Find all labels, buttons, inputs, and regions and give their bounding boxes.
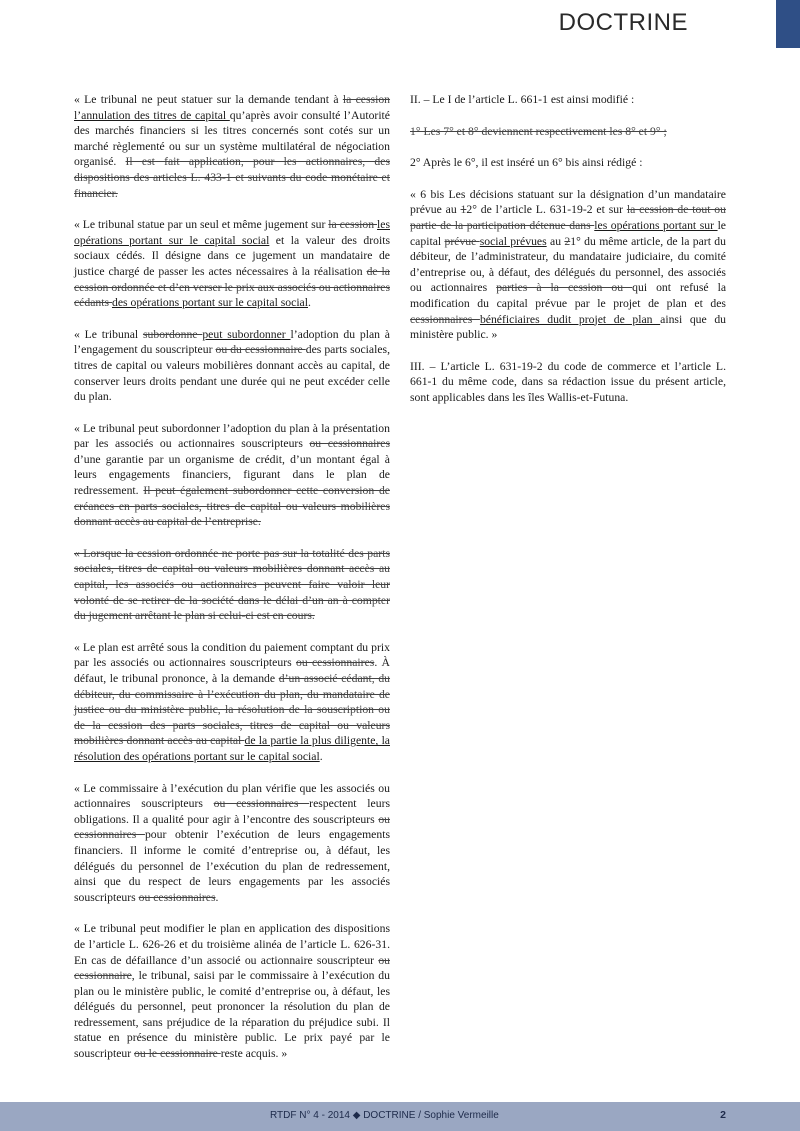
deleted-text: ou cessionnaires <box>295 656 375 670</box>
body-text: le capital <box>410 218 726 248</box>
right-paragraph <box>410 124 726 140</box>
body-text: « Le tribunal <box>74 327 143 341</box>
body-text: . À défaut, le tribunal prononce, à la demande <box>74 656 390 685</box>
journal-section-title: DOCTRINE <box>558 9 688 36</box>
deleted-text: ou cessionnaires <box>213 797 310 811</box>
body-text: « Le tribunal peut subordonner l’adoption du plan à la présentation par les associés ou actionnaires souscripteurs <box>74 421 390 451</box>
left-paragraph <box>74 92 390 201</box>
inserted-text: l’annulation des titres de capital <box>74 108 230 122</box>
deleted-text: parties à la cession ou <box>496 281 633 295</box>
body-text: , le tribunal, saisi par le commissaire à l’exécution du plan ou le ministère public, le comité d’entreprise ou, à défaut, les délégués du personnel, peut prononcer la résolution du plan de redressement, sans préjudice de la réparation du préjudice subi. Il statue en présence du ministère public. Le prix payé par le souscripteur <box>74 969 390 1061</box>
right-paragraph <box>410 155 726 171</box>
body-text: l’adoption du plan à l’engagement du souscripteur <box>74 327 390 357</box>
deleted-text: 1 <box>460 203 467 217</box>
body-text: et la valeur des droits sociaux cédés. Il désigne dans ce jugement un mandataire de justice chargé de passer les actes nécessaires à la réalisation <box>74 233 390 278</box>
deleted-text: ou cessionnaires <box>309 437 391 451</box>
left-paragraph <box>74 921 390 1061</box>
deleted-text: la cession <box>342 93 391 106</box>
body-text: 2° Après le 6°, il est inséré un 6° bis ainsi rédigé : <box>410 156 643 170</box>
right-paragraph <box>410 359 726 406</box>
right-column <box>410 92 726 422</box>
body-text: respectent leurs obligations. Il a qualité pour agir à l’encontre des souscripteurs <box>74 797 391 826</box>
body-text: qui ont refusé la modification du capital prévue par le projet de plan et des <box>410 281 727 310</box>
deleted-text: subordonne <box>142 327 203 341</box>
page-footer <box>0 1102 800 1131</box>
inserted-text: bénéficiaires dudit projet de plan <box>479 312 661 326</box>
body-text: . <box>319 749 323 763</box>
body-text: pour obtenir l’exécution de leurs engagements financiers. Il informe le comité d’entreprise ou, à défaut, les délégués du personnel de l’exécution du plan de redressement, ainsi que du respect de leurs engagements par les associés souscripteurs <box>74 828 390 904</box>
deleted-text: ou cessionnaires <box>74 812 390 842</box>
body-text: « Le tribunal peut modifier le plan en application des dispositions de l’article L. 626-26 et du troisième alinéa de l’article L. 626-31. En cas de défaillance d’un associé ou actionnaire souscripteur <box>74 922 390 967</box>
inserted-text: les opérations portant sur <box>594 218 718 232</box>
body-text: d’une garantie par un organisme de crédit, d’un montant égal à leurs engagements financiers, figurant dans le plan de redressement. <box>74 452 390 498</box>
body-text: III. – L’article L. 631-19-2 du code de commerce et l’article L. 661-1 du même code, dans sa rédaction issue du présent article, sont applicables dans les îles Wallis-et-Futuna. <box>410 359 726 404</box>
deleted-text: ou cessionnaires <box>138 890 216 904</box>
deleted-text: ou cessionnaire <box>74 953 390 983</box>
deleted-text: Il peut également subordonner cette conversion de créances en parts sociales, titres de capital ou valeurs mobilières donnant accès au capital de l’entreprise. <box>74 484 390 529</box>
body-text: au <box>546 234 565 248</box>
body-text: reste acquis. » <box>220 1047 288 1061</box>
deleted-text: cessionnaires <box>410 312 480 326</box>
inserted-text: peut subordonner <box>202 327 291 341</box>
body-text: « Le tribunal ne peut statuer sur la demande tendant à <box>74 93 343 106</box>
deleted-text: 1° Les 7° et 8° deviennent respectivement les 8° et 9° ; <box>410 124 667 138</box>
inserted-text: social prévues <box>479 234 547 248</box>
left-paragraph <box>74 640 390 765</box>
deleted-text: Il est fait application, pour les actionnaires, des dispositions des articles L. 433-1 et suivants du code monétaire et financier. <box>74 155 390 200</box>
body-text: « Le commissaire à l’exécution du plan vérifie que les associés ou actionnaires souscripteurs <box>74 781 390 811</box>
footer-citation: RTDF N° 4 - 2014 ◆ DOCTRINE / Sophie Vermeille <box>270 1110 499 1121</box>
inserted-text: des opérations portant sur le capital social <box>111 296 308 310</box>
body-text: ainsi que du ministère public. » <box>410 312 727 342</box>
left-paragraph <box>74 327 390 405</box>
body-text: des parts sociales, titres de capital ou valeurs mobilières donnant accès au capital, de conserver leurs droits pendant une durée qui ne peut excéder celle du plan. <box>74 343 391 404</box>
body-text: « 6 bis Les décisions statuant sur la désignation d’un mandataire prévue au <box>410 187 726 217</box>
body-text: « Le plan est arrêté sous la condition du paiement comptant du prix par les associés ou actionnaires souscripteurs <box>74 640 390 670</box>
left-paragraph <box>74 781 390 906</box>
body-text: qu’après avoir consulté l’Autorité des marchés financiers si les titres concernés sont cotés sur un marché règlementé ou sur un système multilatéral de négociation organisé. <box>74 108 390 169</box>
body-text: 1° du même article, de la part du débiteur, de l’administrateur, du mandataire judiciaire, du comité d’entreprise ou, à défaut, des délégués du personnel, des associés ou actionnaires <box>410 234 726 295</box>
inserted-text: de la partie la plus diligente, la résolution des opérations portant sur le capital social <box>74 734 390 763</box>
body-text: . <box>308 296 311 310</box>
deleted-text: la cession <box>328 218 378 232</box>
inserted-text: les opérations portant sur le capital social <box>74 218 390 247</box>
left-column <box>74 92 390 1078</box>
deleted-text: 2 <box>564 234 571 248</box>
right-paragraph <box>410 187 726 343</box>
body-text: « Le tribunal statue par un seul et même jugement sur <box>74 218 329 232</box>
body-text: II. – Le I de l’article L. 661-1 est ainsi modifié : <box>410 93 635 106</box>
body-text: . <box>215 890 219 904</box>
deleted-text: ou du cessionnaire <box>215 343 306 357</box>
deleted-text: de la cession ordonnée et d’en verser le prix aux associés ou actionnaires cédants <box>74 264 390 310</box>
left-paragraph <box>74 546 390 624</box>
left-paragraph <box>74 217 390 311</box>
header-accent-block <box>776 0 800 48</box>
right-paragraph <box>410 92 726 108</box>
page-number: 2 <box>720 1109 726 1121</box>
body-text: 2° de l’article L. 631-19-2 et sur <box>466 203 627 217</box>
deleted-text: la cession de tout ou partie de la participation détenue dans <box>410 203 726 232</box>
deleted-text: d’un associé cédant, du débiteur, du commissaire à l’exécution du plan, du mandataire de justice ou du ministère public, la résolution de la souscription ou de la cession des parts sociales, titres de capital ou valeurs mobilières donnant accès au capital <box>74 672 391 748</box>
left-paragraph <box>74 421 390 530</box>
deleted-text: prévue <box>444 234 480 248</box>
deleted-text: ou le cessionnaire <box>134 1047 221 1061</box>
deleted-text: « Lorsque la cession ordonnée ne porte pas sur la totalité des parts sociales, titres de capital ou valeurs mobilières donnant accès au capital, les associés ou actionnaires peuvent faire valoir leur volonté de se retirer de la société dans le délai d’un an à compter du jugement arrêtant le plan si celui-ci est en cours. <box>74 546 390 623</box>
